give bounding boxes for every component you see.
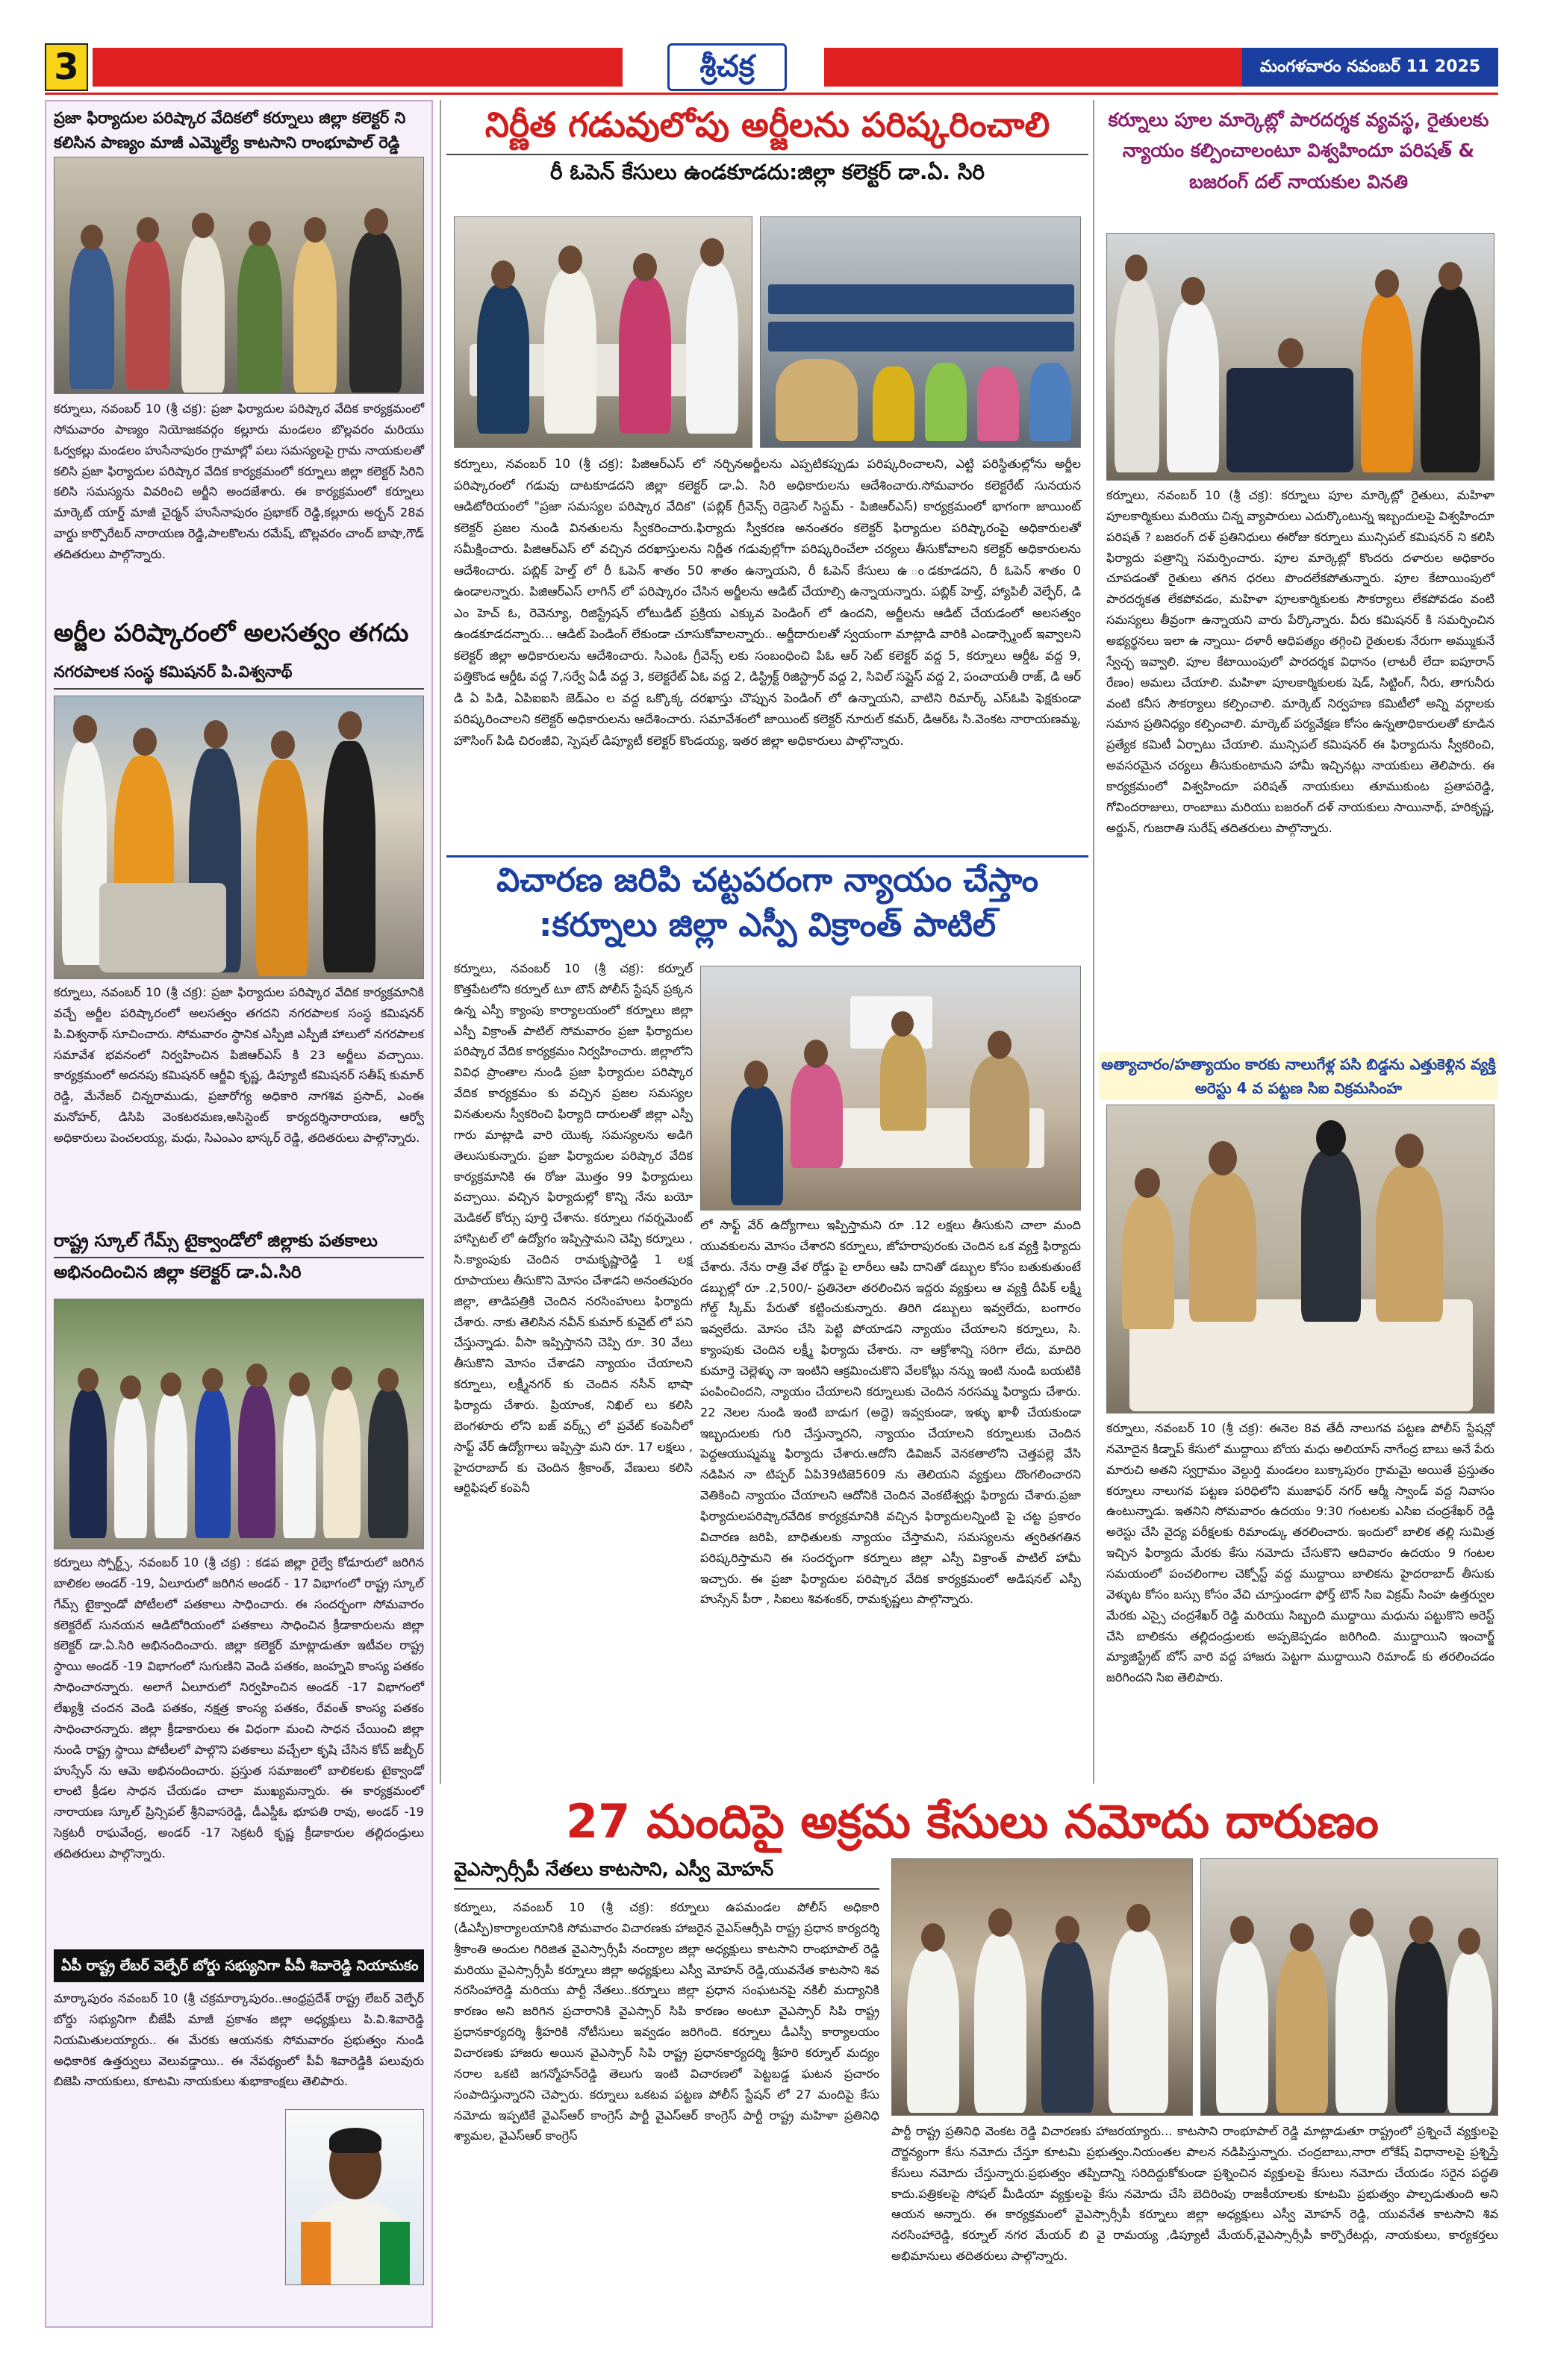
sp-grievance-photo — [700, 966, 1081, 1211]
lead-photo-left — [454, 216, 752, 448]
right-story2-headline-box — [1099, 1052, 1498, 1100]
banner-story-left — [454, 1858, 879, 2143]
sivareddy-portrait — [285, 2109, 424, 2285]
divider — [446, 855, 1088, 858]
right-story2-headline: అత్యాచారం/హత్యాయం కారకు నాలుగేళ్ల పసి బిడ్డను ఎత్తుకెళ్లిన వ్యక్తి అరెస్టు 4 వ పట్టణ సిఐ విక్రమసింహ — [1101, 1055, 1496, 1097]
left-story2-body: కర్నూలు, నవంబర్ 10 (శ్రీ చక్ర): ప్రజా ఫిర్యాదుల పరిష్కార వేదిక కార్యక్రమానికి వచ్చే అర్జీల పరిష్కారంలో అలసత్వం తగదని నగరపాలక సంస్థ కమిషనర్ పి.విశ్వనాథ్ సూచించారు. సోమవారం స్థానిక ఎస్పీజి ఎస్పీజీ హాలులో నగరపాలక సమావేశ భవనంలో నిర్వహించిన పిజిఆర్ఎస్ కి 23 అర్జీలు వచ్చాయి. కార్యక్రమంలో అదనపు కమిషనర్ ఆర్జీవి కృష్ణ, డిప్యూటీ కమిషనర్ సతీష్ కుమార్ రెడ్డి, మేనేజర్ చిన్నరాముడు, ప్రజారోగ్య అధికారి నాగశివ ప్రసాద్, ఎంఈ మనోహర్, డిసిపి వెంకటరమణ,అసిస్టెంట్ కార్యదర్శినారాయణ, ఆర్వో అధికారులు పెంచలయ్య, మధు, సిఎంఎం భాస్కర్ రెడ్డి, తదితరులు పాల్గొన్నారు. — [54, 985, 424, 1146]
left-story4-headline-bar — [54, 1949, 424, 1982]
masthead-red-band-left — [93, 48, 623, 87]
lead-body: కర్నూలు, నవంబర్ 10 (శ్రీ చక్ర): పిజిఆర్ఎస్ లో నర్చినఅర్జీలను ఎప్పటికప్పుడు పరిష్కరించాలని, ఎట్టి పరిస్థితుల్లోను అర్జీల పరిష్కారంలో గడువు దాటకూడదని జిల్లా కలెక్టర్ డా.ఏ. సిరి అధికారులను ఆదేశించారు.సోమవారం కలెక్టరేట్ సునయన ఆడిటోరియంలో "ప్రజా సమస్యల పరిష్కార వేదిక" (పబ్లిక్ గ్రీవెన్స్ రెడ్రెసెల్ సిస్టమ్ - పిజిఆర్ఎస్) కార్యక్రమంలో భాగంగా జాయింట్ కలెక్టర్ ప్రజల నుండి వినతులను స్వీకరించారు.ఫిర్యాదు స్వీకరణ అనంతరం కలెక్టర్ ఫిర్యాదుల పరిష్కారంపై అధికారులతో సమీక్షించారు. పిజిఆర్ఎస్ లో వచ్చిన దరఖాస్తులను నిర్ణీత గడువుల్లోగా పరిష్కరించేలా చర్యలు తీసుకోవాలని కలెక్టర్ అధికారులను ఆదేశించారు. పబ్లిక్ హెల్త్ లో రీ ఓపెన్ శాతం 50 శాతం ఉన్నాయని, రీ ఓపెన్ కేసులు ఉ ండకూడదని, రీ ఓపెన్ శాతం 0 ఉండాలన్నారు. పిజిఆర్ఎస్ లాగిన్ లో పరిష్కారం చేసిన అర్జీలను ఆడిట్ చేయాల్సి ఉన్నాయన్నారు. పబ్లిక్ హెల్త్, హ్యాపిలీ వెల్ఫేర్, డి ఎం హెచ్ ఓ, రెవెన్యూ, రిజిస్ట్రేషన్ లోటుడిట్ ప్రక్రియ ఎక్కువ పెండింగ్ లో ఉందని, అర్జీలను ఆడిట్ చేయడంలో అలసత్వం ఉండకూడదన్నారు... ఆడిట్ పెండింగ్ లేకుండా చూసుకోవాలన్నారు.. అర్జీదారులతో స్వయంగా మాట్లాడి వారికి ఎండార్స్మెంట్ ఇవ్వాలని కలెక్టర్ జిల్లా అధికారులను ఆదేశించారు. సిఎంఓ గ్రీవెన్స్ లకు సంబంధించి పిఓ ఆర్ సెట్ కలెక్టర్ వద్ద 5, కర్నూలు ఆర్డీఓ వద్ద 9, పత్తికొండ ఆర్డీఓ వద్ద 7,సర్వే ఏడీ వద్ద 3, కలెక్టరేట్ ఏఓ వద్ద 2, డిస్ట్రిక్ట్ రిజిస్ట్రార్ వద్ద 2, సివిల్ సప్లైస్ వద్ద 2, పంచాయతీ రాజ్, డి ఆర్ డి ఏ పిడి, ఏపిఐఐసి జెడ్ఎం ల వద్ద ఒక్కొక్క దరఖాస్తు చొప్పున పెండింగ్ లో ఉన్నాయని, వాటిని రిమార్క్ ఎస్ఓపి ఫెక్షకుండా పరిష్కరించాలని కలెక్టర్ అధికారులను ఆదేశించారు. సమావేశంలో జాయింట్ కలెక్టర్ నూరుల్ కమర్, డిఆర్ఓ సి.వెంకట నారాయణమ్మ, హౌసింగ్ పిడి చిరంజీవి, స్పెషల్ డిప్యూటీ కలెక్టర్ కొండయ్య, ఇతర జిల్లా అధికారులు పాల్గొన్నారు. — [454, 457, 1081, 748]
kidnap-arrest-photo — [1106, 1105, 1494, 1414]
banner-photo-left — [891, 1858, 1193, 2116]
banner-body-continued: పార్టీ రాష్ట్ర ప్రతినిధి వెంకట రెడ్డి విచారణకు హాజరయ్యారు... కాటసాని రాంభూపాల్ రెడ్డి మాట్లాడుతూ రాష్ట్రంలో ప్రశ్నించే వ్యక్తులపై దౌర్జన్యంగా కేసు నమోదు చేస్తూ కూటమి ప్రభుత్వం.నియంతల పాలన నడిపిస్తున్నారు. చంద్రబాబు,నారా లోకేష్ విధానాలపై ప్రశ్నిస్తే కేసులు నమోదు చేస్తున్నారు.ప్రభుత్వం తప్పిదాన్ని సరిదిద్దుకోకుండా ప్రశ్నించిన వ్యక్తులపై కేసులు నమోదు చేయడం సరైన పద్ధతి కాదు.పత్రికలపై సోషల్ మీడియా వ్యక్తులపై కేసు నమోదు చేసి బెదిరింపు రాజకీయాలకు కూటమి ప్రభుత్వం పాల్పడుతుంది అని ఆయన అన్నారు. ఈ కార్యక్రమంలో వైఎస్సార్సీపీ కర్నూలు జిల్లా అధ్యక్షులు ఎస్వీ మోహన్ రెడ్డి, యువనేత కాటసాని శివ నరసింహారెడ్డి, కర్నూల్ నగర మేయర్ బి వై రామయ్య ,డిప్యూటీ మేయర్,వైఎస్సార్సీపీ కార్పొరేటర్లు, నాయకులు, కార్యకర్తలు అభిమానులు తదితరులు పాల్గొన్నారు. — [891, 2124, 1498, 2264]
left-story1-headline: ప్రజా ఫిర్యాదుల పరిష్కార వేదికలో కర్నూలు జిల్లా కలెక్టర్ ని కలిసిన పాణ్యం మాజీ ఎమ్మెల్యే కాటసాని రాంభూపాల్ రెడ్డి — [54, 109, 406, 152]
banner-headline: 27 మందిపై అక్రమ కేసులు నమోదు దారుణం — [566, 1794, 1379, 1849]
lead-subhead: రీ ఓపెన్ కేసులు ఉండకూడదు:జిల్లా కలెక్టర్ డా.ఏ. సిరి — [549, 160, 985, 184]
right-story2-body: కర్నూలు, నవంబర్ 10 (శ్రీ చక్ర): ఈనెల 8వ తేదీ నాలుగవ పట్టణ పోలీస్ స్టేషన్లో నమోదైన కిడ్నాప్ కేసులో ముద్దాయి బోయ మధు అలియాస్ నాగేంద్ర బాబు అనే పేరు మారుచి అతని స్వగ్రామం వెల్దుర్తి మండలం బుక్కాపురం గ్రామమై అయితే ప్రస్తుతం కర్నూలు నాలుగవ పట్టణ పరిధిలోని ముజాఫర్ నగర్ ఆర్మీ స్వాండ్ వద్ద నివాసం ఉంటున్నాడు. ఇతనిని సోమవారం ఉదయం 9:30 గంటలకు ఎసిఐ చంద్రశేఖర్ రెడ్డి అరెస్టు చేసి వైద్య పరీక్షలకు రిమాండ్కు తరలించారు. ఇందులో బాలిక తల్లి సుమిత్ర ఇచ్చిన ఫిర్యాదు మేరకు కేసు నమోదు చేసుకొని ఆదివారం ఉదయం 9 గంటల సమయంలో పంచలింగాల చెక్పోస్ట్ వద్ద ముద్దాయి బాలికను హైదరాబాద్ తీసుకు వెళ్ళుట కోసం బస్సు కోసం వేచి చూస్తుండగా ఫోర్త్ టౌన్ సిఐ విక్రమ్ సింహ ఉత్తర్వుల మేరకు ఎస్సై చంద్రశేఖర్ రెడ్డి మరియు సిబ్బంది ముద్దాయి మధును పట్టుకొని అరెస్ట్ చేసి బాలికను తల్లిదండ్రులకు అప్పజెప్పడం జరిగింది. ముద్దాయిని ఇంచార్జ్ మ్యాజిస్ట్రేట్ బోస్ వారి వద్ద హాజరు పెట్టగా ముద్దాయిని రిమాండ్ కు తరలించడం జరిగిందని సిఐ తెలిపారు. — [1106, 1421, 1494, 1685]
banner-body: కర్నూలు, నవంబర్ 10 (శ్రీ చక్ర): కర్నూలు ఉపమండల పోలీస్ అధికారి (డీఎస్పీ)కార్యాలయానికి సోమవారం విచారణకు హాజరైన వైఎస్ఆర్సీపి రాష్ట్ర ప్రధాన కార్యదర్శి శ్రీకాంతి అందుల గిరిజిత వైఎస్సార్సీపీ నంద్యాల జిల్లా అధ్యక్షులు కాటసాని రాంభూపాల్ రెడ్డి మరియు వైఎస్సార్సీపీ కర్నూలు జిల్లా అధ్యక్షులు ఎస్వీ మోహన్ రెడ్డి,యువనేత కాటసాని శివ నరసింహారెడ్డి మరియు పార్టీ నేతలు..కర్నూలు జిల్లా ప్రధాన సంఘటనపై నకిలీ మద్యానికి కారణం అని జరిగిన ప్రచారానికి వైఎస్సార్ సిపి కారణం అంటూ వైఎస్సార్ సిపి రాష్ట్ర ప్రధానకార్యదర్శి శ్రీహరికి నోటీసులు ఇవ్వడం జరిగింది. కర్నూలు డీఎస్పీ కార్యాలయం విచారణకు హాజరు అయిన వైఎస్సార్ సిపి రాష్ట్ర ప్రధానకార్యదర్శి శ్రీహరి కర్నూల్ మద్యం నరాల ఒకటి జగన్మోహన్‌రెడ్డి తెలుగు ఇంటి విచారణలో పెట్టబడ్డ ఘటన ప్రచారం సంపాదిస్తున్నారని చెప్పారు. కర్నూలు ఒకటవ పట్టణ పోలీస్ స్టేషన్ లో 27 మందిపై కేసు నమోదు ఇప్పటికే వైఎస్ఆర్ కాంగ్రెస్ పార్టీ వైఎస్ఆర్ కాంగ్రెస్ పార్టీ రాష్ట్ర మహిళా ప్రతినిధి శ్యామల, వైఎస్ఆర్ కాంగ్రెస్ — [454, 1900, 879, 2143]
left-story3-body: కర్నూలు స్పోర్ట్స్, నవంబర్ 10 (శ్రీ చక్ర) : కడప జిల్లా రైల్వే కోడూరులో జరిగిన బాలికల అండర్ -19, ఏలూరులో జరిగిన అండర్ - 17 విభాగంలో రాష్ట్ర స్కూల్ గేమ్స్ టైక్వాండో పోటీలలో పతకాలు సాధించారు. ఈ సందర్భంగా సోమవారం కలెక్టరేట్ సునయన ఆడిటోరియంలో పతకాలు సాధించిన క్రీడాకారులను జిల్లా కలెక్టర్ డా.ఏ.సిరి అభినందించారు. జిల్లా కలెక్టర్ మాట్లాడుతూ ఇటీవల రాష్ట్ర స్థాయి అండర్ -19 విభాగంలో సుగుణిని వెండి పతకం, జంహ్నవి కాంస్య పతకం సాధించారన్నారు. అలాగే ఏలూరులో నిర్వహించిన అండర్ -17 విభాగంలో లేఖ్యశ్రీ చందన వెండి పతకం, నక్షత్ర కాంస్య పతకం, రేవంత్ కాంస్య పతకం సాధించారన్నారు. జిల్లా క్రీడాకారులు ఈ విధంగా మంచి సాధన చేయించి జిల్లా నుండి రాష్ట్ర స్థాయి పోటీలలో పాల్గొని పతకాలు వచ్చేలా కృషి చేసిన కోచ్ జబ్బీర్ హుస్సేన్ ను ఆమె అభినందించారు. ప్రస్తుత సమాజంలో బాలికలకు టైక్వాండో లాంటి క్రీడల సాధన చేయడం చాలా ముఖ్యమన్నారు. ఈ కార్యక్రమంలో నారాయణ స్కూల్ ప్రిన్సిపల్ శ్రీనివాసరెడ్డి, డీఎస్డీఓ భూపతి రావు, అండర్ -19 సెక్రటరీ రాఘవేంద్ర, అండర్ -17 సెక్రటరీ కృష్ణ క్రీడాకారుల తల్లిదండ్రులు తదితరులు పాల్గొన్నారు. — [54, 1555, 424, 1861]
left-story1-body: కర్నూలు, నవంబర్ 10 (శ్రీ చక్ర): ప్రజా ఫిర్యాదుల పరిష్కార వేదిక కార్యక్రమంలో సోమవారం పాణ్యం నియోజకవర్గం కల్లూరు మండలం బొల్లవరం మరియు ఓర్వకల్లు మండలం హుసేనాపురం గ్రామాల్లో పలు సమస్యలపై గ్రామ నాయకులతో కలిసి ప్రజా ఫిర్యాదుల పరిష్కార వేదిక కార్యక్రమంలో కర్నూలు జిల్లా కలెక్టర్ సిరిని కలిసి సమస్యను వివరించి అర్జీని అందజేశారు. ఈ కార్యక్రమంలో కర్నూలు మార్కెట్ యార్డ్ మాజీ చైర్మన్ హుసేనాపురం ప్రభాకర్ రెడ్డి,కల్లూరు అర్బన్ 28వ వార్డు కార్పొరేటర్ నారాయణ రెడ్డి,పాలకొలను రమేష్, బొల్లవరం చాంద్ బాషా,గౌడ్ తదితరులు పాల్గొన్నారు. — [54, 402, 424, 562]
column-separator — [440, 100, 441, 1784]
divider — [446, 154, 1088, 155]
column-separator — [1093, 100, 1094, 1784]
flower-market-petition-photo — [1106, 233, 1494, 481]
masthead — [45, 43, 1498, 91]
collector-meeting-photo — [54, 157, 424, 394]
left-story4-body-top: మార్కాపురం నవంబర్ 10 (శ్రీ చక్రమార్కాపురం..ఆంధ్రప్రదేశ్ రాష్ట్ర లేబర్ వెల్ఫేర్ బోర్డు సభ్యునిగా బీజేపీ మాజీ ప్రకాశం జిల్లా అధ్యక్షులు పి.వి.శివారెడ్డి నియమితులయ్యారు.. ఈ మేరకు ఆయనకు సోమవారం ప్రభుత్వం నుండి అధికారిక ఉత్తర్వులు వెలువడ్డాయి.. ఈ నేపథ్యంలో పీవీ శివారెడ్డికి పలువురు బిజెపి నాయకులు, కూటమి నాయకులు శుభాకాంక్షలు తెలిపారు. — [54, 1991, 424, 2089]
sp-body-left: కర్నూలు, నవంబర్ 10 (శ్రీ చక్ర): కర్నూల్ కొత్తపేటలోని కర్నూల్ టూ టౌన్ పోలీస్ స్టేషన్ ప్రక్కన ఉన్న ఎస్పీ క్యాంపు కార్యాలయంలో కర్నూలు జిల్లా ఎస్పీ విక్రాంత్ పాటిల్ సోమవారం ప్రజా ఫిర్యాదుల పరిష్కార వేదిక కార్యక్రమం నిర్వహించారు. జిల్లాలోని వివిధ ప్రాంతాల నుండి ప్రజా ఫిర్యాదుల పరిష్కార వేదిక కార్యక్రమం కు వచ్చిన ప్రజల సమస్యల వినతులను స్వీకరించి ఫిర్యాది దారులతో జిల్లా ఎస్పీ గారు మాట్లాడి వారి యొక్క సమస్యలను అడిగి తెలుసుకున్నారు. ప్రజా ఫిర్యాదుల పరిష్కార వేదిక కార్యక్రమానికి ఈ రోజు మొత్తం 99 ఫిర్యాదులు వచ్చాయి. వచ్చిన ఫిర్యాదుల్లో కొన్ని నేను బయో మెడికల్ కోర్సు పూర్తి చేశాను. కర్నూలు గవర్నమెంట్ హాస్పిటల్ లో ఉద్యోగం ఇప్పిస్తామని చెప్పి కర్నూలు , సి.క్యాంపుకు చెందిన రామకృష్ణారెడ్డి 1 లక్ష రూపాయలు తీసుకొని మోసం చేశాడని అనంతపురం జిల్లా, తాడిపత్రికి చెందిన నరసింహులు ఫిర్యాదు చేశారు. నాకు తెలిసిన నవీన్ కుమార్ కువైట్ లో పని చేస్తున్నాడు. వీసా ఇప్పిస్తానని చెప్పి రూ. 30 వేలు తీసుకొని మోసం చేశాడని న్యాయం చేయాలని కర్నూలు, లక్ష్మీనగర్ కు చెందిన నసీన్ భాషా ఫిర్యాదు చేశారు. ప్రియాంక, నిఖిల్ లు కలిసి బెంగళూరు లోని బజ్ వర్క్స్ లో ప్రవేట్ కంపెనీలో సాఫ్ట్ వేర్ ఉద్యోగాలు ఇప్పిస్తా మని రూ. 17 లక్షలు , హైదరాబాద్ కు చెందిన శ్రీకాంత్, వేణులు కలిసి ఆర్టిఫిషల్ కంపెనీ — [454, 961, 693, 1496]
sp-headline-line1: విచారణ జరిపి చట్టపరంగా న్యాయం చేస్తాం — [496, 861, 1039, 899]
divider — [54, 1257, 424, 1258]
masthead-red-band-right — [824, 48, 1242, 87]
banner-photo-right — [1200, 1858, 1498, 2116]
left-story2-headline: అర్జీల పరిష్కారంలో అలసత్వం తగదు — [54, 618, 409, 647]
right-story1-headline: కర్నూలు పూల మార్కెట్లో పారదర్శక వ్యవస్థ, రైతులకు న్యాయం కల్పించాలంటూ విశ్వహిందూ పరిషత్ & బజరంగ్ దల్ నాయకుల వినతి — [1108, 109, 1489, 193]
commissioner-meeting-photo — [54, 696, 424, 979]
masthead-underline — [45, 93, 1498, 95]
sp-body-right: లో సాఫ్ట్ వేర్ ఉద్యోగాలు ఇప్పిస్తామని రూ .12 లక్షలు తీసుకుని చాలా మంది యువకులను మోసం చేశారని కర్నూలు, జోహరాపురంకు చెందిన ఒక వ్యక్తి ఫిర్యాదు చేశారు. నేను రాత్రి వేళ రోడ్డు పై లారీలు ఆపి దానితో డబ్బుల కోసం బతుకుతుంటే డబ్బుల్లో రూ .2,500/- ప్రతినెలా తరలించిన ఇద్దరు వ్యక్తులు ఆ వ్యక్తి దీపిక్ లక్ష్మీ గోల్డ్ స్కీమ్ పేరుతో కట్టించుకున్నారు. తిరిగి డబ్బులు ఇవ్వలేదు, బంగారం ఇవ్వలేదు. మోసం చేసి పెట్టి పోయాడని న్యాయం చేయాలని కర్నూలు, సి. క్యాంపుకు చెందిన లక్ష్మీ ఫిర్యాదు చేశారు. నా ఆక్రోశాన్ని సరిగా లేదు, మాదిరి కుమార్తె చెల్లెళ్ళు నా ఇంటిని ఆక్రమించుకొని వేలకోట్లు నన్ను ఇంటి నుండి బయటికి పంపించిందని, న్యాయం చేయాలని కర్నూలుకు చెందిన నరసమ్మ ఫిర్యాదు చేశారు. 22 నెలల నుండి ఇంటి బాడుగ (అద్దె) ఇవ్వకుండా, ఇళ్ళు ఖాళీ చేయకుండా ఇబ్బందులకు గురి చేస్తున్నారని, న్యాయం చేయాలని కర్నూలుకు చెందిన పెద్దఆయుష్మమ్మ ఫిర్యాదు చేశారు.ఆదోని డివిజన్ వెనకతాలోని చెత్తపల్లె వేసి నడిపిన నా టిప్పర్ ఏపి39టిజె5609 ను తెలియని వ్యక్తులు దొంగలించారని వెతికించి న్యాయం చేయాలని ఆదోనికి చెందిన వెంకటేశ్వర్లు ఫిర్యాదు చేశారు.ప్రజా ఫిర్యాదులపరిష్కారవేదిక కార్యక్రమానికి వచ్చిన ఫిర్యాదులన్నింటి పై చట్ట ప్రకారం విచారణ జరిపి, బాధితులకు న్యాయం చేస్తామని, సమస్యలను త్వరితగతిన పరిష్కరిస్తామని ఈ సందర్భంగా కర్నూలు జిల్లా ఎస్పీ విక్రాంత్ పాటిల్ హామీ ఇచ్చారు. ఈ ప్రజా ఫిర్యాదుల పరిష్కార వేదిక కార్యక్రమంలో అడిషనల్ ఎస్పీ హుస్సేన్ పీరా , సిఐలు శివశంకర్, రామకృష్ణలు పాల్గొన్నారు. — [700, 1218, 1081, 1607]
sp-headline-line2: :కర్నూలు జిల్లా ఎస్పీ విక్రాంత్ పాటిల్ — [538, 906, 997, 944]
left-story2-subhead: నగరపాలక సంస్థ కమిషనర్ పి.విశ్వనాథ్ — [54, 663, 293, 681]
page-number: 3 — [45, 43, 88, 91]
left-story4-headline: ఏపీ రాష్ట్ర లేబర్ వెల్ఫేర్ బోర్డు సభ్యునిగా పీవీ శివారెడ్డి నియామకం — [61, 1958, 419, 1974]
left-story3-subhead: అభినందించిన జిల్లా కలెక్టర్ డా.ఏ.సిరి — [54, 1263, 302, 1282]
left-story3-headline: రాష్ట్ర స్కూల్ గేమ్స్ టైక్వాండోలో జిల్లాకు పతకాలు — [54, 1231, 378, 1251]
lead-headline: నిర్ణీత గడువులోపు అర్జీలను పరిష్కరించాలి — [484, 104, 1050, 145]
issue-date: మంగళవారం నవంబర్ 11 2025 — [1242, 48, 1498, 87]
right-story1-body: కర్నూలు, నవంబర్ 10 (శ్రీ చక్ర): కర్నూలు పూల మార్కెట్లో రైతులు, మహిళా పూలకార్మికులు మరియు చిన్న వ్యాపారులు ఎదుర్కొంటున్న ఇబ్బందులపై విశ్వహిందూ పరిషత్ ? బజరంగ్ దళ్ ప్రతినిధులు ఈరోజు కర్నూలు మున్సిపల్ కమిషనర్ ని కలిసి ఫిర్యాదు పత్రాన్ని సమర్పించారు. పూల మార్కెట్లో కొందరు దళారుల అధికారం చూపడంతో రైతులు తగిన ధరలు పొందలేకపోతున్నారు. పూల కేటాయింపులో పారదర్శకత లేకపోవడం, మహిళా పూలకార్మికులకు సౌకర్యాలు లేకపోవడం వంటి సమస్యలు తీవ్రంగా ఉన్నాయని వారు పేర్కొన్నారు. వీరు కమిషనర్ కి సమర్పించిన అభ్యర్థనలు ఇలా ఉ న్నాయి- దళారీ ఆధిపత్యం తగ్గించి రైతులకు నేరుగా అమ్ముకునే స్వేచ్ఛ ఇవ్వాలి. పూల కేటాయింపులో పారదర్శక విధానం (లాటరీ లేదా ఐపూరాన్ రేణం) అమలు చేయాలి. మహిళా పూలకార్మికులకు షెడ్, సిట్టింగ్, నీరు, తాగునీరు వంటి కనీస సౌకర్యాలు కల్పించాలి. మార్కెట్ నిర్వహణ కమిటీలో అన్ని వర్గాలకు సమాన ప్రతినిధ్యం కల్పించాలి. మార్కెట్ పర్యవేక్షణ కోసం ఉన్నతాధికారులతో కూడిన ప్రత్యేక కమిటీ ఏర్పాటు చేయాలి. మున్సిపల్ కమిషనర్ ఈ ఫిర్యాదును స్వీకరించి, అవసరమైన చర్యలు తీసుకుంటామని హామీ ఇచ్చినట్లు నాయకులు తెలిపారు. ఈ కార్యక్రమంలో విశ్వహిందూ పరిషత్ నాయకులు తూముకుంట ప్రతాపరెడ్డి, గోవిందరాజులు, రాంబాబు మరియు బజరంగ్ దళ్ నాయకులు సాయినాథ్, హరికృష్ణ, అర్జున్, గుజరాతి సురేష్ తదితరులు పాల్గొన్నారు. — [1106, 488, 1494, 835]
taekwondo-medal-photo — [54, 1299, 424, 1549]
left-column — [45, 100, 433, 2328]
masthead-bar — [93, 48, 1498, 87]
lead-photo-right — [760, 216, 1081, 448]
divider — [54, 688, 424, 690]
banner-subhead: వైఎస్సార్సీపీ నేతలు కాటసాని, ఎస్వీ మోహన్ — [454, 1858, 774, 1880]
newspaper-logo: శ్రీచక్ర — [667, 43, 787, 91]
divider — [454, 1888, 879, 1890]
